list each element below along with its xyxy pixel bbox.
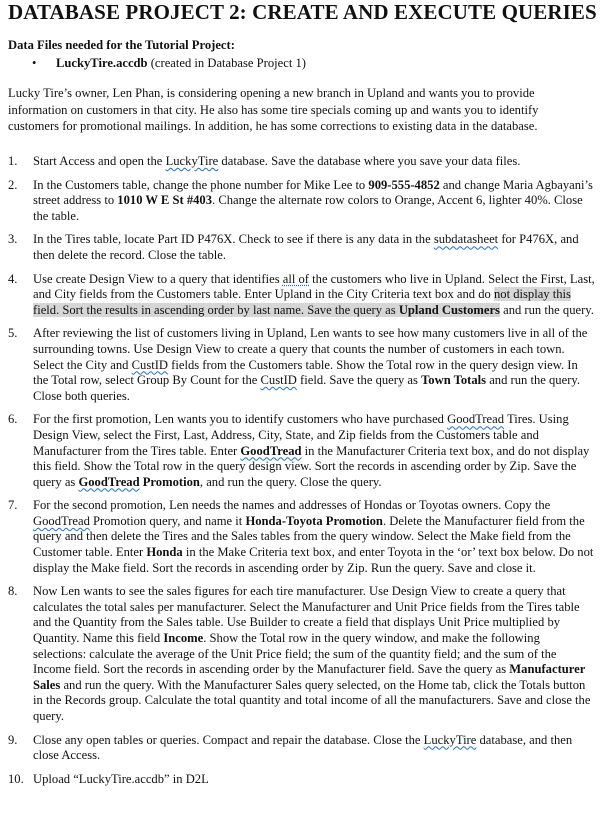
step-text: For the second promotion, Len needs the names and addresses of Hondas or Toyotas owners. Copy the (33, 498, 551, 513)
step-9 (8, 733, 596, 764)
highlighted-bold-text: Upland Customers (398, 302, 500, 317)
bullet-icon: • (32, 56, 37, 70)
step-5 (8, 326, 596, 404)
step-text: database. Save the database where you save your data files. (218, 154, 521, 168)
step-text: . Change the alternate row colors to Orange, Accent 6, lighter 40%. Close the table. (33, 193, 583, 223)
step-text: and run the query. With the Manufacturer Sales query selected, on the Home tab, click the Totals button in the Records group. Calculate the total quantity and total income of all the manufacturers. Save and close the query. (33, 677, 591, 723)
step-number: 10. (8, 771, 24, 786)
spellcheck-word: subdatasheet (433, 232, 499, 247)
spellcheck-word: GoodTread (447, 412, 505, 427)
step-text: , and run the query. Close the query. (199, 474, 382, 489)
highlighted-text: not display this field. Sort the results in ascending order by last name. Save the query as (33, 287, 571, 317)
step-number: 2. (8, 177, 18, 192)
step-text: Upload “LuckyTire.accdb” in D2L (33, 771, 209, 786)
spellcheck-word: LuckyTire (423, 732, 477, 747)
bold-text: Honda (146, 545, 183, 560)
spellcheck-word: LuckyTire (165, 154, 219, 168)
bold-text: Town Totals (421, 373, 487, 388)
step-text: Tires. Using Design View, select the First, Last, Address, City, State, and Zip fields from the Customers table and Manufacturer from the Tires table. Enter (33, 412, 569, 458)
spellcheck-word: GoodTread (33, 513, 90, 528)
spellcheck-word: CustID (260, 373, 297, 388)
bold-text: Manufacturer Sales (33, 662, 586, 692)
spellcheck-word: CustID (131, 357, 169, 372)
step-text: the customers who live in Upland. Select the First, Last, and City fields from the Customers table. Enter Upland in the City Criteria text box and do (33, 271, 595, 302)
bold-text: Promotion (139, 474, 200, 489)
step-8 (8, 584, 596, 724)
page-title: DATABASE PROJECT 2: CREATE AND EXECUTE QUERIES (8, 0, 597, 24)
step-10 (8, 772, 596, 788)
spellcheck-bold-word: GoodTread (240, 443, 302, 458)
data-files-heading: Data Files needed for the Tutorial Project: (8, 38, 235, 52)
step-text: and run the query. (499, 302, 594, 317)
step-text: After reviewing the list of customers living in Upland, Len wants to see how many customers live in all of the surrounding towns. Use Design View to create a query that counts the number of customers in each town. Select the City and (33, 326, 588, 372)
step-4 (8, 272, 596, 319)
step-3 (8, 232, 596, 263)
step-2 (8, 178, 596, 225)
spellcheck-bold-word: GoodTread (78, 474, 140, 489)
step-text: Now Len wants to see the sales figures for each tire manufacturer. Use Design View to create a query that calculates the total sales per manufacturer. Select the Manufacturer and Unit Price fields from the Tires table and the Quantity from the Sales table. Use Builder to create a field that displays Unit Price multiplied by Quantity. Name this field (33, 584, 580, 646)
bold-text: 909-555-4852 (368, 177, 440, 192)
step-number: 8. (8, 584, 18, 599)
step-number: 9. (8, 732, 18, 747)
step-text: In the Tires table, locate Part ID P476X. Check to see if there is any data in the (33, 232, 434, 247)
step-text: in the Make Criteria text box, and enter Toyota in the ‘or’ text box below. Do not display the Make field. Sort the records in ascending order by Zip. Run the query. Save and close it. (33, 545, 594, 575)
step-text: Start Access and open the (33, 154, 166, 168)
step-text: fields from the Customers table. Show the Total row in the query design view. In the Total row, select Group By Count for the (33, 357, 578, 388)
step-text: . Show the Total row in the query window, and make the following selections: calculate the average of the Unit Price field; the sum of the quantity field; and the sum of the Income field. Sort the records in ascending order by the Manufacturer field. Save the query as (33, 631, 557, 677)
step-text: field. Save the query as (296, 373, 422, 388)
bold-text: Income (163, 631, 204, 646)
step-text: database, and then close Access. (33, 732, 573, 763)
data-file-name: LuckyTire.accdb (56, 56, 148, 70)
step-6 (8, 412, 596, 490)
step-number: 3. (8, 232, 18, 247)
step-1 (8, 154, 596, 170)
step-text: In the Customers table, change the phone number for Mike Lee to (33, 177, 369, 192)
data-file-note: (created in Database Project 1) (147, 56, 306, 70)
step-number: 6. (8, 412, 18, 427)
step-number: 5. (8, 326, 18, 341)
steps-list (8, 154, 596, 787)
step-text: and change Maria Agbayani’s street address to (33, 177, 593, 208)
step-text: Use create Design View to a query that identifies (33, 271, 283, 286)
step-number: 4. (8, 271, 18, 286)
step-text: in the Manufacturer Criteria text box, and do not display this field. Show the Total row in the query design view. Sort the records in ascending order by Zip. Save the query as (33, 443, 590, 489)
step-text: Close any open tables or queries. Compact and repair the database. Close the (33, 732, 424, 747)
step-text: for P476X, and then delete the record. Close the table. (33, 232, 579, 262)
intro-paragraph: Lucky Tire’s owner, Len Phan, is considering opening a new branch in Upland and wants you to provide information on customers in that city. He also has some tire specials coming up and wants you to identify customers for promotional mailings. In addition, he has some corrections to existing data in the database. (8, 86, 539, 133)
step-text: and run the query. Close both queries. (33, 373, 581, 403)
data-file-item (32, 56, 306, 71)
step-text: . Delete the Manufacturer field from the query and then delete the Tires and the Sales tables from the query window. Select the Make field from the Customer table. Enter (33, 513, 585, 560)
step-text: Promotion query, and name it (89, 513, 246, 528)
bold-text: Honda-Toyota Promotion (245, 513, 383, 528)
step-number: 7. (8, 498, 18, 513)
step-number: 1. (8, 154, 18, 168)
grammar-flag-text: all of (282, 271, 309, 286)
step-7 (8, 498, 596, 576)
bold-text: 1010 W E St #403 (117, 193, 213, 208)
step-text: For the first promotion, Len wants you to identify customers who have purchased (33, 412, 448, 427)
